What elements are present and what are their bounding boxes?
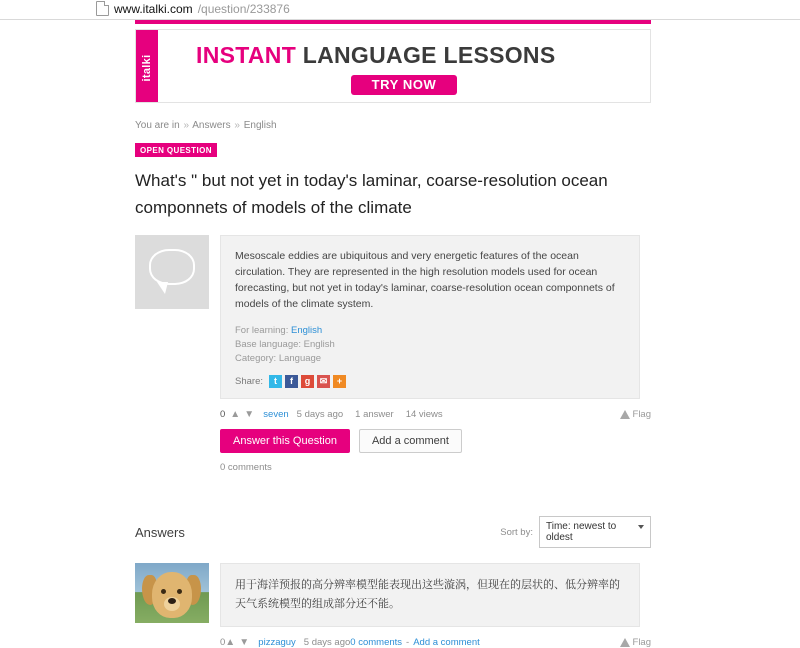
top-accent-rule	[135, 20, 651, 24]
question-body	[220, 235, 640, 399]
flag-button[interactable]	[620, 409, 651, 420]
avatar-eye-left	[161, 589, 166, 594]
question-actionbar	[220, 409, 651, 420]
share-label: Share:	[235, 376, 263, 387]
facebook-icon[interactable]: f	[285, 375, 298, 388]
meta-base-language	[235, 338, 625, 352]
question-button-row	[220, 429, 651, 453]
page-info-icon[interactable]	[96, 1, 109, 16]
breadcrumb-item-english[interactable]: English	[243, 120, 277, 131]
answers-heading: Answers	[135, 524, 185, 540]
promo-banner[interactable]	[135, 29, 651, 103]
sort-label: Sort by:	[500, 526, 533, 538]
asker-avatar[interactable]	[135, 235, 209, 309]
meta-category	[235, 352, 625, 366]
meta-category-label: Category:	[235, 353, 277, 364]
answer-flag-button[interactable]	[620, 637, 651, 648]
google-plus-icon[interactable]: g	[301, 375, 314, 388]
meta-base-language-label: Base language:	[235, 339, 302, 350]
question-comments-link[interactable]: 0 comments	[220, 462, 272, 473]
question-views-count: 14 views	[405, 409, 443, 420]
try-now-button[interactable]: TRY NOW	[351, 75, 457, 95]
banner-headline	[196, 42, 555, 69]
answer-body	[220, 563, 640, 627]
share-row	[235, 375, 625, 388]
breadcrumb-sep-2: »	[234, 120, 240, 131]
meta-for-learning	[235, 324, 625, 338]
avatar-eye-right	[177, 589, 182, 594]
answer-thumbs-up-icon[interactable]: ▲	[225, 637, 236, 648]
browser-url-bar	[0, 0, 800, 20]
breadcrumb-prefix: You are in	[135, 120, 180, 131]
sort-control	[500, 516, 651, 548]
url-path: /question/233876	[197, 1, 290, 16]
question-author[interactable]: seven	[263, 409, 289, 420]
page-title: What's " but not yet in today's laminar, coarse-resolution ocean componnets of models of the climate	[135, 171, 608, 217]
thumbs-down-icon[interactable]: ▼	[244, 409, 255, 420]
answer-text: 用于海洋预报的高分辨率模型能表现出这些漩涡，但现在的层状的、低分辨率的天气系统模型的组成部分还不能。	[235, 579, 620, 610]
answer-score: 0	[220, 637, 226, 648]
banner-headline-part2: LANGUAGE LESSONS	[302, 42, 556, 68]
meta-for-learning-label: For learning:	[235, 325, 289, 336]
warning-triangle-icon	[620, 410, 630, 419]
question-text: Mesoscale eddies are ubiquitous and very energetic features of the ocean circulation. They are represented in the high resolution models used for ocean forecasting, but not yet in today's laminar, coarse-resolution ocean componnets of models of the climate system.	[235, 250, 615, 310]
italki-logo-text: italki	[141, 54, 153, 82]
answerer-avatar[interactable]	[135, 563, 209, 623]
answer-meta-separator: -	[406, 637, 410, 648]
chevron-down-icon	[638, 525, 644, 529]
url-display[interactable]	[96, 1, 290, 16]
question-block	[135, 235, 651, 399]
answer-actionbar	[220, 637, 651, 648]
breadcrumb	[135, 120, 651, 131]
question-time: 5 days ago	[296, 409, 344, 420]
sort-select-value: Time: newest to oldest	[546, 521, 617, 543]
answer-warning-triangle-icon	[620, 638, 630, 647]
breadcrumb-sep-1: »	[183, 120, 190, 131]
answer-time: 5 days ago	[303, 637, 351, 648]
meta-for-learning-value[interactable]: English	[290, 325, 323, 336]
breadcrumb-item-answers[interactable]: Answers	[192, 120, 231, 131]
answer-author[interactable]: pizzaguy	[258, 637, 296, 648]
answer-flag-label: Flag	[632, 637, 651, 648]
url-host: www.italki.com	[114, 1, 193, 16]
meta-base-language-value: English	[303, 339, 335, 350]
question-meta	[235, 324, 625, 366]
status-badge: OPEN QUESTION	[135, 143, 217, 157]
mail-icon[interactable]: ✉	[317, 375, 330, 388]
answer-question-button[interactable]: Answer this Question	[220, 429, 350, 453]
meta-category-value: Language	[278, 353, 322, 364]
speech-bubble-icon	[149, 249, 195, 285]
avatar-face	[152, 572, 192, 618]
question-score: 0	[220, 409, 226, 420]
question-answers-count: 1 answer	[355, 409, 394, 420]
page-content	[135, 20, 651, 648]
italki-logo	[136, 30, 158, 102]
answers-header	[135, 516, 651, 548]
answer-thumbs-down-icon[interactable]: ▼	[239, 637, 250, 648]
avatar-nose	[168, 598, 176, 604]
sort-select[interactable]	[539, 516, 651, 548]
thumbs-up-icon[interactable]: ▲	[230, 409, 241, 420]
twitter-icon[interactable]: t	[269, 375, 282, 388]
more-share-icon[interactable]: +	[333, 375, 346, 388]
add-comment-button[interactable]: Add a comment	[359, 429, 462, 453]
answer-add-comment-link[interactable]: Add a comment	[413, 637, 480, 648]
answer-comments-link[interactable]: 0 comments	[350, 637, 403, 648]
answer-item	[135, 563, 651, 627]
flag-label: Flag	[632, 409, 651, 420]
banner-headline-part1: INSTANT	[196, 42, 297, 68]
